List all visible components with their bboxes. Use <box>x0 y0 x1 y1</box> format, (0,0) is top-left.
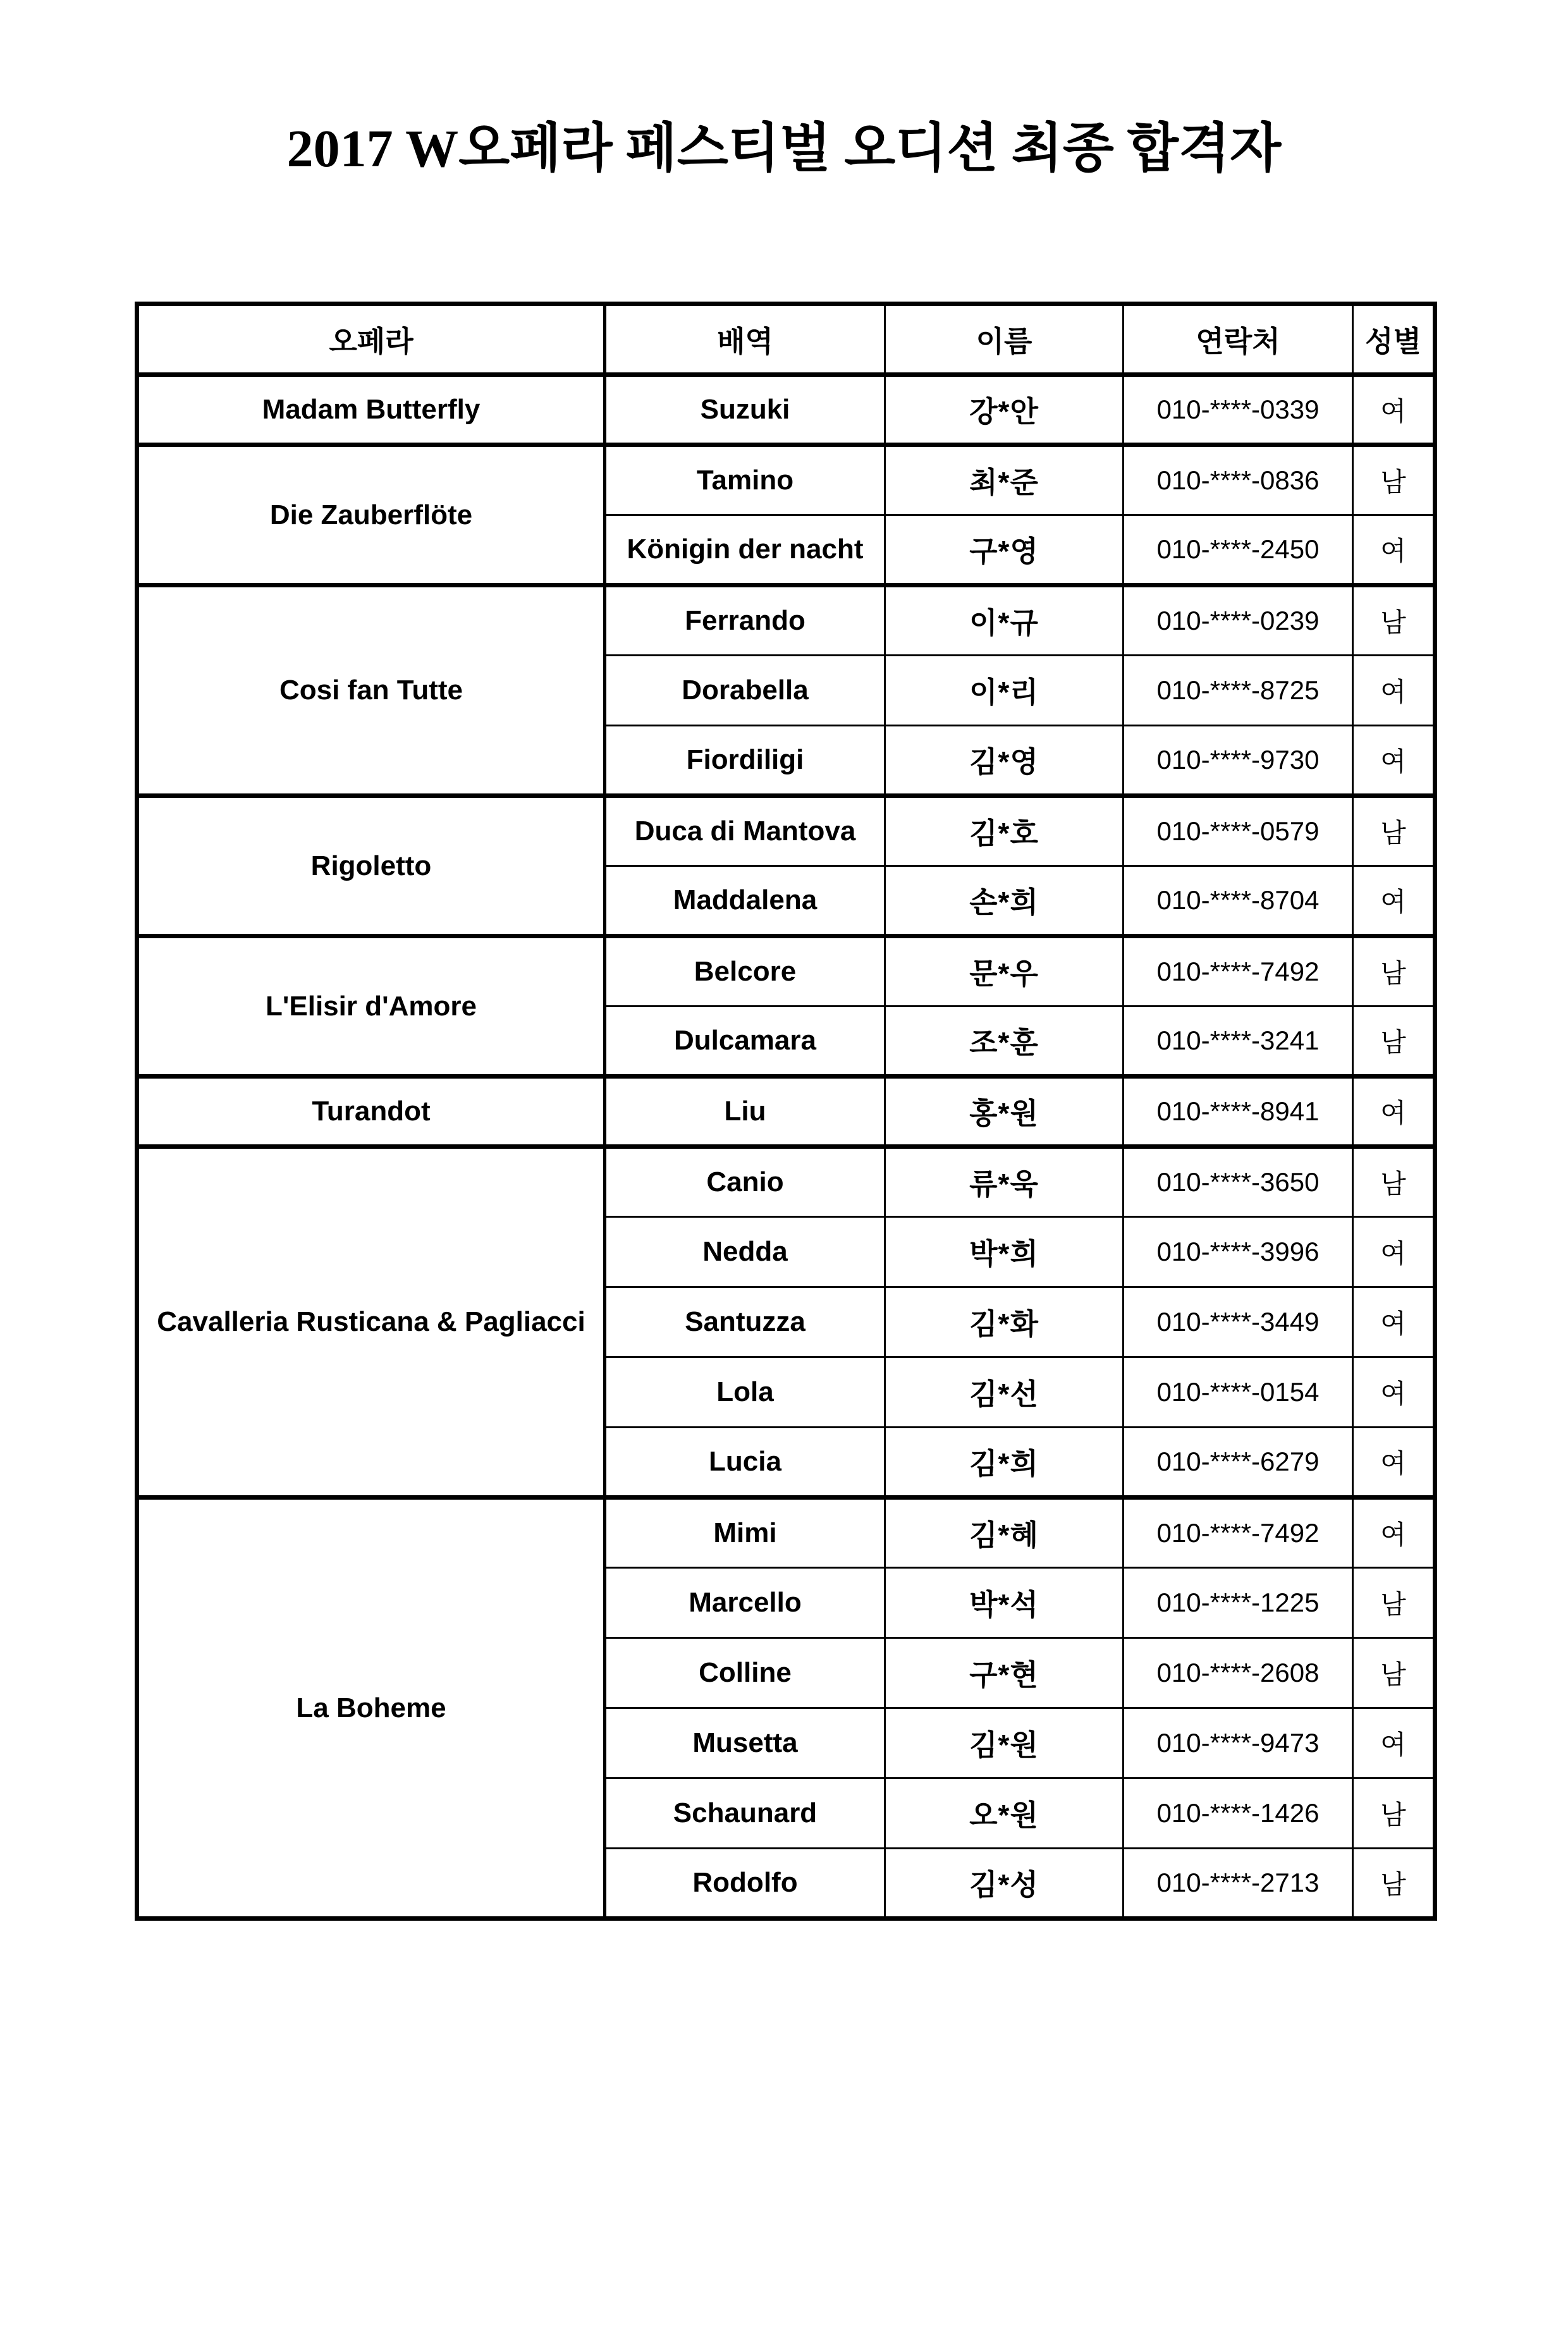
role-cell: Tamino <box>605 445 885 515</box>
gender-cell: 여 <box>1353 656 1435 726</box>
role-cell: Nedda <box>605 1217 885 1287</box>
name-cell: 김*선 <box>885 1357 1124 1428</box>
phone-cell: 010-****-0154 <box>1124 1357 1353 1428</box>
table-row <box>137 1147 1435 1217</box>
phone-cell: 010-****-3241 <box>1124 1007 1353 1077</box>
name-cell: 최*준 <box>885 445 1124 515</box>
phone-cell: 010-****-1426 <box>1124 1778 1353 1849</box>
gender-cell: 여 <box>1353 1708 1435 1778</box>
phone-cell: 010-****-2608 <box>1124 1638 1353 1708</box>
name-cell: 오*원 <box>885 1778 1124 1849</box>
gender-cell: 남 <box>1353 1147 1435 1217</box>
phone-cell: 010-****-1225 <box>1124 1568 1353 1638</box>
name-cell: 박*석 <box>885 1568 1124 1638</box>
name-cell: 박*희 <box>885 1217 1124 1287</box>
name-cell: 김*원 <box>885 1708 1124 1778</box>
role-cell: Schaunard <box>605 1778 885 1849</box>
name-cell: 김*혜 <box>885 1498 1124 1568</box>
name-cell: 홍*원 <box>885 1077 1124 1147</box>
role-cell: Belcore <box>605 936 885 1007</box>
name-cell: 김*성 <box>885 1849 1124 1919</box>
phone-cell: 010-****-8941 <box>1124 1077 1353 1147</box>
name-cell: 이*규 <box>885 585 1124 656</box>
role-cell: Marcello <box>605 1568 885 1638</box>
role-cell: Lucia <box>605 1428 885 1498</box>
name-cell: 류*욱 <box>885 1147 1124 1217</box>
table-row <box>137 936 1435 1007</box>
gender-cell: 남 <box>1353 936 1435 1007</box>
opera-cell: Turandot <box>137 1077 605 1147</box>
gender-cell: 여 <box>1353 1217 1435 1287</box>
opera-cell: Madam Butterfly <box>137 375 605 445</box>
phone-cell: 010-****-0836 <box>1124 445 1353 515</box>
phone-cell: 010-****-9473 <box>1124 1708 1353 1778</box>
gender-cell: 여 <box>1353 515 1435 585</box>
name-cell: 조*훈 <box>885 1007 1124 1077</box>
role-cell: Liu <box>605 1077 885 1147</box>
table-row <box>137 796 1435 866</box>
role-cell: Ferrando <box>605 585 885 656</box>
name-cell: 김*화 <box>885 1287 1124 1357</box>
gender-cell: 남 <box>1353 1007 1435 1077</box>
phone-cell: 010-****-2450 <box>1124 515 1353 585</box>
name-cell: 구*현 <box>885 1638 1124 1708</box>
table-row <box>137 445 1435 515</box>
gender-cell: 여 <box>1353 1498 1435 1568</box>
gender-cell: 남 <box>1353 796 1435 866</box>
role-cell: Fiordiligi <box>605 726 885 796</box>
gender-cell: 남 <box>1353 1568 1435 1638</box>
role-cell: Dulcamara <box>605 1007 885 1077</box>
gender-cell: 남 <box>1353 445 1435 515</box>
gender-cell: 여 <box>1353 1287 1435 1357</box>
role-cell: Mimi <box>605 1498 885 1568</box>
role-cell: Santuzza <box>605 1287 885 1357</box>
header-cell: 오페라 <box>137 304 605 375</box>
opera-cell: Cavalleria Rusticana & Pagliacci <box>137 1147 605 1498</box>
name-cell: 구*영 <box>885 515 1124 585</box>
header-cell: 이름 <box>885 304 1124 375</box>
name-cell: 이*리 <box>885 656 1124 726</box>
table-row <box>137 1498 1435 1568</box>
phone-cell: 010-****-8704 <box>1124 866 1353 936</box>
name-cell: 손*희 <box>885 866 1124 936</box>
name-cell: 강*안 <box>885 375 1124 445</box>
phone-cell: 010-****-0579 <box>1124 796 1353 866</box>
gender-cell: 여 <box>1353 1077 1435 1147</box>
phone-cell: 010-****-0239 <box>1124 585 1353 656</box>
name-cell: 문*우 <box>885 936 1124 1007</box>
page-title: 2017 W오페라 페스티벌 오디션 최종 합격자 <box>286 119 1282 178</box>
gender-cell: 여 <box>1353 1357 1435 1428</box>
gender-cell: 여 <box>1353 866 1435 936</box>
gender-cell: 남 <box>1353 585 1435 656</box>
name-cell: 김*호 <box>885 796 1124 866</box>
opera-cell: Rigoletto <box>137 796 605 936</box>
role-cell: Suzuki <box>605 375 885 445</box>
role-cell: Canio <box>605 1147 885 1217</box>
phone-cell: 010-****-2713 <box>1124 1849 1353 1919</box>
gender-cell: 남 <box>1353 1849 1435 1919</box>
role-cell: Musetta <box>605 1708 885 1778</box>
phone-cell: 010-****-3996 <box>1124 1217 1353 1287</box>
opera-cell: La Boheme <box>137 1498 605 1919</box>
role-cell: Maddalena <box>605 866 885 936</box>
table-row <box>137 375 1435 445</box>
gender-cell: 남 <box>1353 1778 1435 1849</box>
header-cell: 배역 <box>605 304 885 375</box>
gender-cell: 여 <box>1353 1428 1435 1498</box>
opera-cell: Die Zauberflöte <box>137 445 605 585</box>
role-cell: Colline <box>605 1638 885 1708</box>
opera-cell: Cosi fan Tutte <box>137 585 605 796</box>
gender-cell: 여 <box>1353 375 1435 445</box>
phone-cell: 010-****-7492 <box>1124 1498 1353 1568</box>
role-cell: Lola <box>605 1357 885 1428</box>
phone-cell: 010-****-0339 <box>1124 375 1353 445</box>
phone-cell: 010-****-6279 <box>1124 1428 1353 1498</box>
gender-cell: 여 <box>1353 726 1435 796</box>
phone-cell: 010-****-3449 <box>1124 1287 1353 1357</box>
table-row <box>137 1077 1435 1147</box>
role-cell: Duca di Mantova <box>605 796 885 866</box>
phone-cell: 010-****-7492 <box>1124 936 1353 1007</box>
opera-cell: L'Elisir d'Amore <box>137 936 605 1077</box>
phone-cell: 010-****-9730 <box>1124 726 1353 796</box>
name-cell: 김*영 <box>885 726 1124 796</box>
header-cell: 성별 <box>1353 304 1435 375</box>
table-row <box>137 585 1435 656</box>
header-cell: 연락처 <box>1124 304 1353 375</box>
name-cell: 김*희 <box>885 1428 1124 1498</box>
role-cell: Dorabella <box>605 656 885 726</box>
role-cell: Rodolfo <box>605 1849 885 1919</box>
results-table <box>135 302 1437 1921</box>
phone-cell: 010-****-8725 <box>1124 656 1353 726</box>
table-body <box>137 375 1435 1919</box>
role-cell: Königin der nacht <box>605 515 885 585</box>
header-row <box>137 304 1435 375</box>
gender-cell: 남 <box>1353 1638 1435 1708</box>
phone-cell: 010-****-3650 <box>1124 1147 1353 1217</box>
